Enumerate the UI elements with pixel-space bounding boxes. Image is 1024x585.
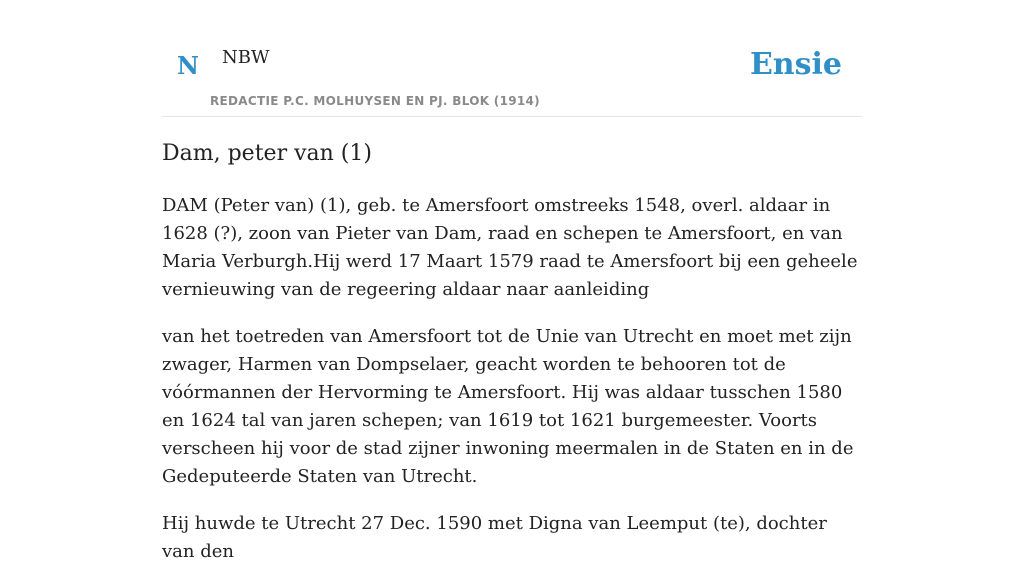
article-paragraph: van het toetreden van Amersfoort tot de Unie van Utrecht en moet met zijn zwager, Harmen van Dompselaer, geacht worden te behooren tot de vóórmannen der Hervorming te Amersfoort. Hij was aldaar tusschen 1580 en 1624 tal van jaren schepen; van 1619 tot 1621 burgemeester. Voorts verscheen hij voor de stad zijner inwoning meermalen in de Staten en in de Gedeputeerde Staten van Utrecht. <box>162 326 854 487</box>
article-container <box>162 0 862 562</box>
source-subtitle: REDACTIE P.C. MOLHUYSEN EN PJ. BLOK (1914) <box>210 94 540 108</box>
brand-logo[interactable]: Ensie <box>749 47 842 82</box>
page-title: Dam, peter van (1) <box>162 141 372 166</box>
source-logo[interactable]: N <box>177 51 199 80</box>
article-paragraph: DAM (Peter van) (1), geb. te Amersfoort omstreeks 1548, overl. aldaar in 1628 (?), zoon van Pieter van Dam, raad en schepen te Amersfoort, en van Maria Verburgh.Hij werd 17 Maart 1579 raad te Amersfoort bij een geheele vernieuwing van de regeering aldaar naar aanleiding <box>162 195 858 300</box>
source-name[interactable]: NBW <box>222 47 270 68</box>
article-paragraph: Hij huwde te Utrecht 27 Dec. 1590 met Digna van Leemput (te), dochter van den <box>162 513 827 562</box>
article-body <box>162 192 862 585</box>
article-header <box>162 0 862 117</box>
